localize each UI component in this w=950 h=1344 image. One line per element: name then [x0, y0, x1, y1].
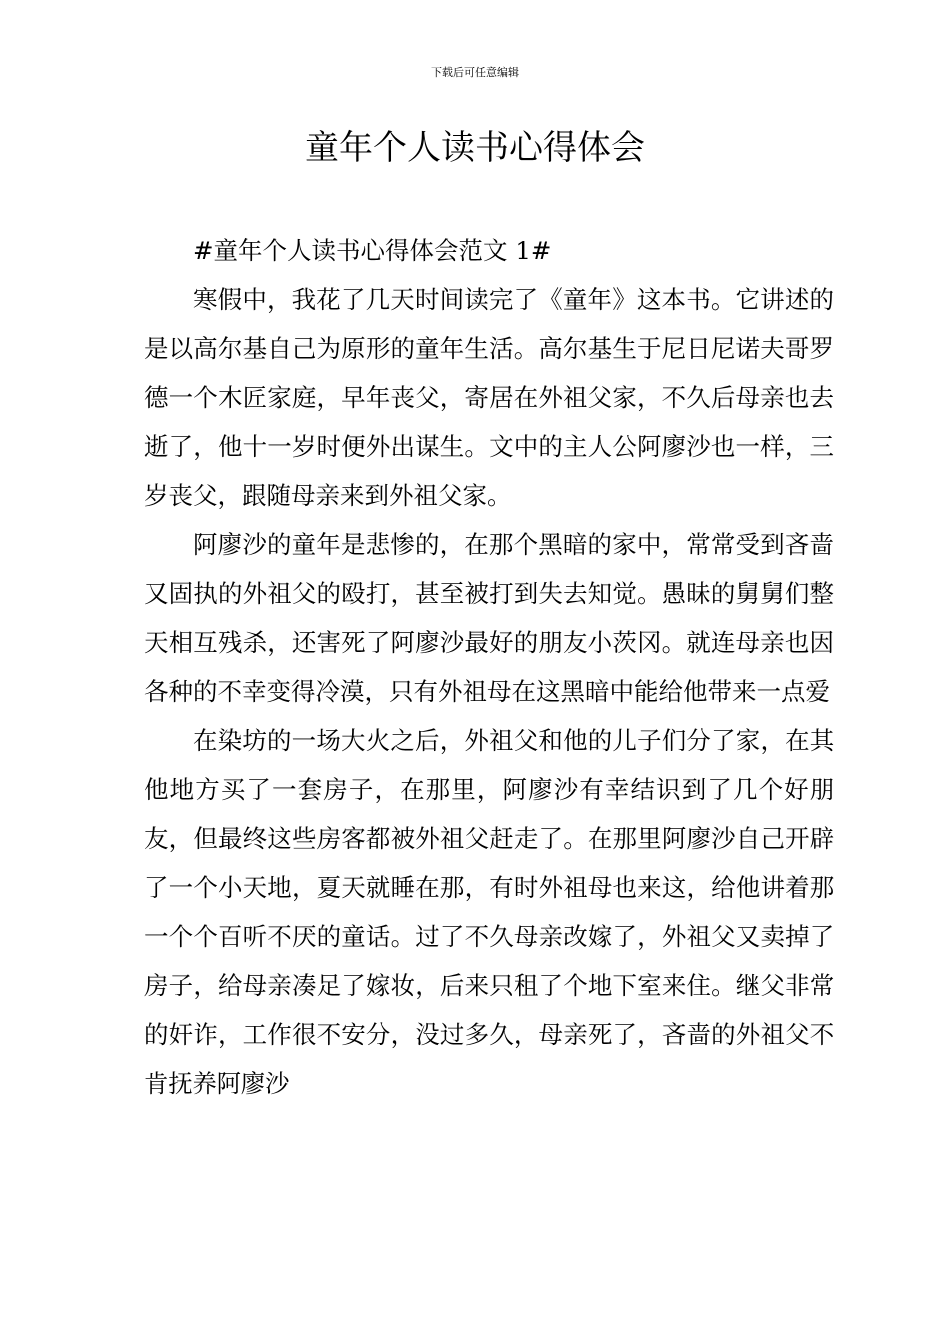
document-title: 童年个人读书心得体会 [305, 128, 645, 168]
paragraph-2: 阿廖沙的童年是悲惨的，在那个黑暗的家中，常常受到吝啬又固执的外祖父的殴打，甚至被打到失去知觉。愚昧的舅舅们整天相互残杀，还害死了阿廖沙最好的朋友小茨冈。就连母亲也因各种的不幸变得冷漠，只有外祖母在这黑暗中能给他带来一点爱 [144, 530, 834, 706]
document-body [144, 226, 834, 1108]
header-note: 下载后可任意编辑 [431, 66, 519, 79]
paragraph-1: 寒假中，我花了几天时间读完了《童年》这本书。它讲述的是以高尔基自己为原形的童年生活。高尔基生于尼日尼诺夫哥罗德一个木匠家庭，早年丧父，寄居在外祖父家，不久后母亲也去逝了，他十一岁时便外出谋生。文中的主人公阿廖沙也一样，三岁丧父，跟随母亲来到外祖父家。 [144, 285, 834, 510]
paragraph-3: 在染坊的一场大火之后，外祖父和他的儿子们分了家，在其他地方买了一套房子，在那里，阿廖沙有幸结识到了几个好朋友，但最终这些房客都被外祖父赶走了。在那里阿廖沙自己开辟了一个小天地，夏天就睡在那，有时外祖母也来这，给他讲着那一个个百听不厌的童话。过了不久母亲改嫁了，外祖父又卖掉了房子，给母亲凑足了嫁妆，后来只租了个地下室来住。继父非常的奸诈，工作很不安分，没过多久，母亲死了，吝啬的外祖父不肯抚养阿廖沙 [144, 726, 834, 1098]
section-heading: #童年个人读书心得体会范文 1# [193, 236, 552, 265]
